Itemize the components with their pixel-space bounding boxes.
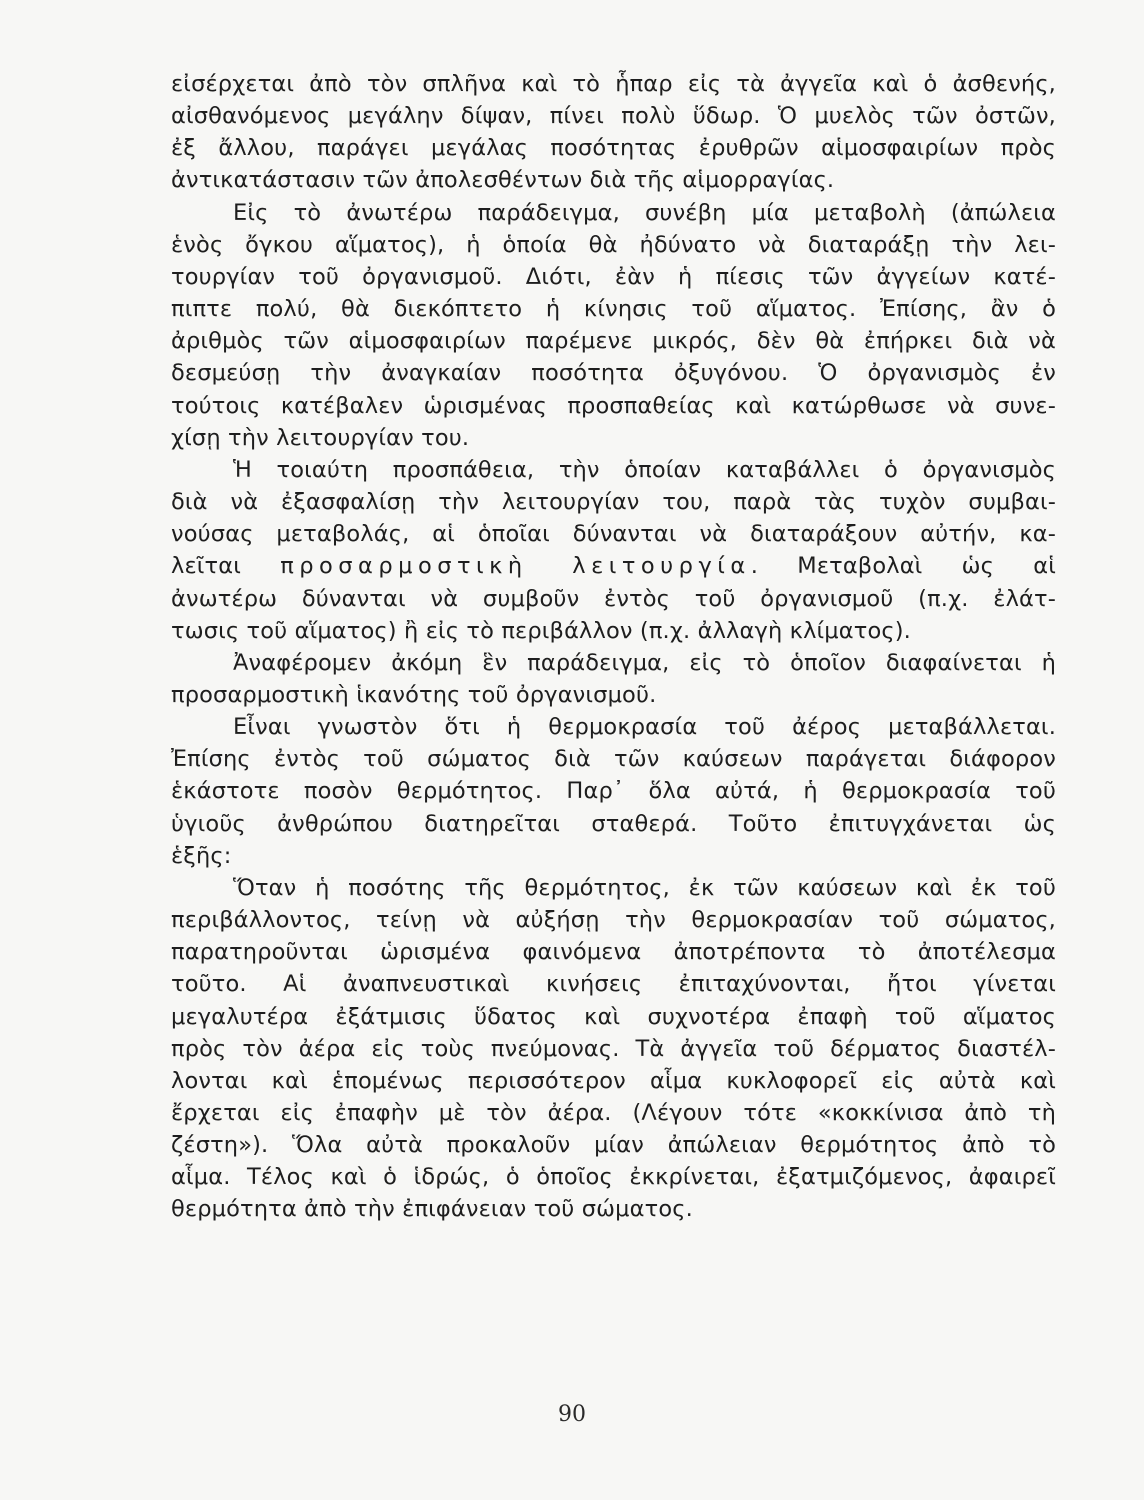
text-line: περιβάλλοντος, τείνῃ νὰ αὐξήσῃ τὴν θερμοκρασίαν τοῦ σώματος, bbox=[171, 907, 1056, 934]
text-line: πρὸς τὸν ἀέρα εἰς τοὺς πνεύμονας. Τὰ ἀγγεῖα τοῦ δέρματος διαστέλ- bbox=[171, 1035, 1056, 1062]
text-line: τούτοις κατέβαλεν ὡρισμένας προσπαθείας καὶ κατώρθωσε νὰ συνε- bbox=[171, 392, 1056, 419]
text-line-with-term bbox=[171, 550, 1056, 582]
text-line: προσαρμοστικὴ ἱκανότης τοῦ ὀργανισμοῦ. bbox=[171, 681, 657, 708]
body-text bbox=[171, 68, 1056, 1226]
paragraph-3 bbox=[171, 454, 1056, 647]
paragraph-2 bbox=[171, 197, 1056, 454]
text-line: εἰσέρχεται ἀπὸ τὸν σπλῆνα καὶ τὸ ἧπαρ εἰς τὰ ἀγγεῖα καὶ ὁ ἀσθενής, bbox=[171, 71, 1056, 97]
text-line: τωσις τοῦ αἵματος) ἢ εἰς τὸ περιβάλλον (π.χ. ἀλλαγὴ κλίματος). bbox=[171, 617, 911, 644]
paragraph-4 bbox=[171, 647, 1056, 711]
text-line: ἑκάστοτε ποσὸν θερμότητος. Παρ᾽ ὅλα αὐτά, ἡ θερμοκρασία τοῦ bbox=[171, 778, 1056, 805]
text-line: μεγαλυτέρα ἐξάτμισις ὕδατος καὶ συχνοτέρα ἐπαφὴ τοῦ αἵματος bbox=[171, 1003, 1056, 1030]
emphasized-term: προσαρμοστικὴ λειτουργία bbox=[280, 553, 751, 580]
text-line: αἰσθανόμενος μεγάλην δίψαν, πίνει πολὺ ὕδωρ. Ὁ μυελὸς τῶν ὀστῶν, bbox=[171, 103, 1056, 130]
paragraph-6 bbox=[171, 872, 1056, 1226]
text-line: ἔρχεται εἰς ἐπαφὴν μὲ τὸν ἀέρα. (Λέγουν τότε «κοκκίνισα ἀπὸ τὴ bbox=[171, 1100, 1056, 1126]
text-line: ἑνὸς ὄγκου αἵματος), ἡ ὁποία θὰ ἠδύνατο νὰ διαταράξῃ τὴν λει- bbox=[171, 231, 1056, 258]
text-line: τουργίαν τοῦ ὀργανισμοῦ. Διότι, ἐὰν ἡ πίεσις τῶν ἀγγείων κατέ- bbox=[171, 263, 1056, 290]
text-line: ἀντικατάστασιν τῶν ἀπολεσθέντων διὰ τῆς αἱμορραγίας. bbox=[171, 167, 835, 194]
text-line: δεσμεύσῃ τὴν ἀναγκαίαν ποσότητα ὀξυγόνου. Ὁ ὀργανισμὸς ἐν bbox=[171, 360, 1056, 387]
text-line: παρατηροῦνται ὡρισμένα φαινόμενα ἀποτρέποντα τὸ ἀποτέλεσμα bbox=[171, 939, 1056, 966]
paragraph-1 bbox=[171, 68, 1056, 197]
text-line: αἷμα. Τέλος καὶ ὁ ἱδρώς, ὁ ὁποῖος ἐκκρίνεται, ἐξατμιζόμενος, ἀφαιρεῖ bbox=[171, 1164, 1056, 1191]
text-line: Ὅταν ἡ ποσότης τῆς θερμότητος, ἐκ τῶν καύσεων καὶ ἐκ τοῦ bbox=[233, 874, 1056, 901]
term-suffix: . Μεταβολαὶ ὡς αἱ bbox=[750, 553, 1056, 580]
text-line: Εἶναι γνωστὸν ὅτι ἡ θερμοκρασία τοῦ ἀέρος μεταβάλλεται. bbox=[233, 714, 1056, 741]
text-line: Ἡ τοιαύτη προσπάθεια, τὴν ὁποίαν καταβάλλει ὁ ὀργανισμὸς bbox=[233, 456, 1056, 483]
text-line: Ἀναφέρομεν ἀκόμη ἓν παράδειγμα, εἰς τὸ ὁποῖον διαφαίνεται ἡ bbox=[233, 649, 1056, 676]
text-line: λονται καὶ ἑπομένως περισσότερον αἷμα κυκλοφορεῖ εἰς αὐτὰ καὶ bbox=[171, 1067, 1056, 1094]
text-line: ζέστη»). Ὅλα αὐτὰ προκαλοῦν μίαν ἀπώλειαν θερμότητος ἀπὸ τὸ bbox=[171, 1132, 1056, 1159]
text-line: πιπτε πολύ, θὰ διεκόπτετο ἡ κίνησις τοῦ αἵματος. Ἐπίσης, ἂν ὁ bbox=[171, 296, 1056, 323]
text-line: Ἐπίσης ἐντὸς τοῦ σώματος διὰ τῶν καύσεων παράγεται διάφορον bbox=[171, 746, 1056, 773]
page-number: 90 bbox=[558, 1402, 586, 1427]
term-prefix: λεῖται bbox=[171, 553, 281, 580]
text-line: τοῦτο. Αἱ ἀναπνευστικαὶ κινήσεις ἐπιταχύνονται, ἤτοι γίνεται bbox=[171, 971, 1056, 998]
text-line: ἀριθμὸς τῶν αἱμοσφαιρίων παρέμενε μικρός, δὲν θὰ ἐπήρκει διὰ νὰ bbox=[171, 328, 1056, 355]
text-line: ὑγιοῦς ἀνθρώπου διατηρεῖται σταθερά. Τοῦτο ἐπιτυγχάνεται ὡς bbox=[171, 810, 1056, 837]
text-line: Εἰς τὸ ἀνωτέρω παράδειγμα, συνέβη μία μεταβολὴ (ἀπώλεια bbox=[233, 199, 1056, 226]
text-line: χίσῃ τὴν λειτουργίαν του. bbox=[171, 424, 470, 451]
paragraph-5 bbox=[171, 711, 1056, 872]
text-line: ἑξῆς: bbox=[171, 842, 232, 869]
text-line: θερμότητα ἀπὸ τὴν ἐπιφάνειαν τοῦ σώματος. bbox=[171, 1196, 693, 1223]
text-line: ἀνωτέρω δύνανται νὰ συμβοῦν ἐντὸς τοῦ ὀργανισμοῦ (π.χ. ἐλάτ- bbox=[171, 585, 1056, 612]
text-line: ἐξ ἄλλου, παράγει μεγάλας ποσότητας ἐρυθρῶν αἱμοσφαιρίων πρὸς bbox=[171, 135, 1056, 162]
text-line: διὰ νὰ ἐξασφαλίσῃ τὴν λειτουργίαν του, παρὰ τὰς τυχὸν συμβαι- bbox=[171, 489, 1056, 516]
text-line: νούσας μεταβολάς, αἱ ὁποῖαι δύνανται νὰ διαταράξουν αὐτήν, κα- bbox=[171, 521, 1056, 548]
